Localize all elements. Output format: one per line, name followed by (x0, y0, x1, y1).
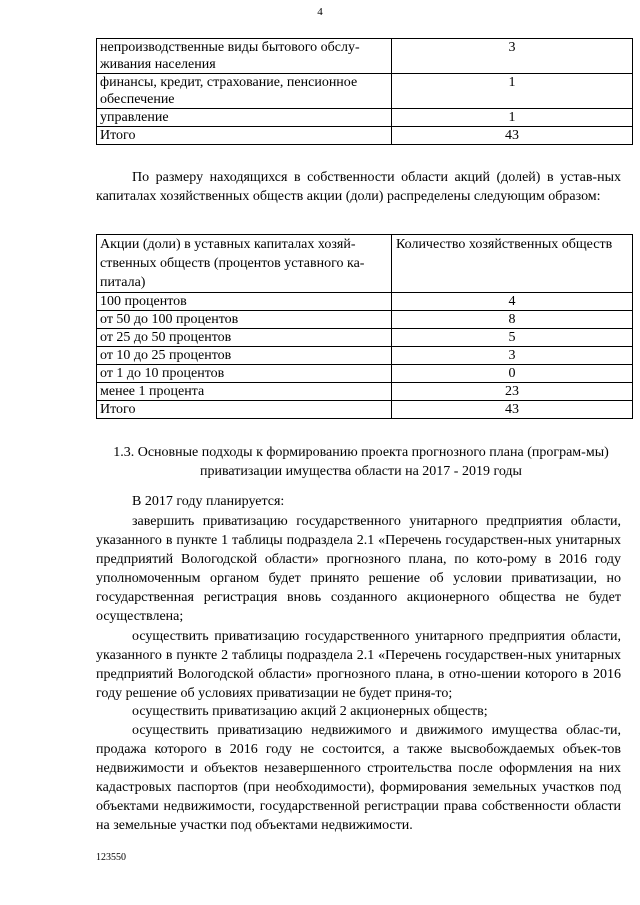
table-row (97, 127, 633, 145)
row-value: 1 (392, 74, 633, 109)
row-value: 43 (392, 401, 633, 419)
table-row (97, 329, 633, 347)
row-label: менее 1 процента (97, 383, 392, 401)
plan-item-1 (96, 512, 621, 626)
intro-text: По размеру находящихся в собственности области акций (долей) в устав-ных капиталах хозяйственных обществ акции (доли) распределены следующим образом: (96, 170, 621, 204)
table-row (97, 401, 633, 419)
row-label: финансы, кредит, страхование, пенсионное обеспечение (97, 74, 392, 109)
row-value: 23 (392, 383, 633, 401)
plan-intro (96, 492, 621, 511)
table-row (97, 347, 633, 365)
plan-item-3 (96, 702, 621, 721)
section-heading: 1.3. Основные подходы к формированию проекта прогнозного плана (програм-мы) приватизации имущества области на 2017 - 2019 годы (113, 445, 609, 479)
table-row (97, 109, 633, 127)
plan-item-2 (96, 627, 621, 703)
row-value: 8 (392, 311, 633, 329)
plan-item-text: осуществить приватизацию государственного унитарного предприятия области, указанного в пункте 2 таблицы подраздела 2.1 «Перечень государствен-ных унитарных предприятий Вологодской области» прогнозного плана, в отно-шении которого в 2016 году решение об условиях приватизации не будет приня-то; (96, 629, 621, 701)
plan-item-4 (96, 721, 621, 835)
row-value: 43 (392, 127, 633, 145)
plan-item-text: осуществить приватизацию недвижимого и движимого имущества облас-ти, продажа которого в 2016 году не состоится, а также высвобождаемых объек-тов недвижимости и объектов незавершенного строительства после оформления на них кадастровых паспортов (при необходимости), формирования земельных участков под объектами недвижимости, государственной регистрации права собственности области на земельные участки под объектами недвижимости. (96, 723, 621, 833)
shares-table (96, 234, 633, 419)
table-row (97, 383, 633, 401)
row-value: 0 (392, 365, 633, 383)
row-value: 1 (392, 109, 633, 127)
row-label: от 10 до 25 процентов (97, 347, 392, 365)
row-value: 3 (392, 347, 633, 365)
row-label: непроизводственные виды бытового обслу-живания населения (97, 39, 392, 74)
row-value: 4 (392, 293, 633, 311)
table-header (97, 235, 633, 293)
intro-paragraph (96, 168, 621, 206)
table-row (97, 293, 633, 311)
industry-table (96, 38, 633, 145)
row-label: управление (97, 109, 392, 127)
page-number: 4 (317, 6, 323, 18)
plan-item-text: завершить приватизацию государственного унитарного предприятия области, указанного в пункте 1 таблицы подраздела 2.1 «Перечень государствен-ных унитарных предприятий Вологодской области» прогнозного плана, по кото-рому в 2016 году уполномоченным органом будет принято решение об условии приватизации, но государственная регистрация вновь созданного акционерного общества не будет осуществлена; (96, 514, 621, 624)
row-value: 5 (392, 329, 633, 347)
row-label: Итого (97, 127, 392, 145)
table-row (97, 365, 633, 383)
header-left: Акции (доли) в уставных капиталах хозяй-ственных обществ (процентов уставного ка-питала) (97, 235, 392, 293)
row-label: 100 процентов (97, 293, 392, 311)
row-value: 3 (392, 39, 633, 74)
header-right: Количество хозяйственных обществ (392, 235, 633, 293)
row-label: от 25 до 50 процентов (97, 329, 392, 347)
document-code: 123550 (96, 852, 126, 863)
row-label: Итого (97, 401, 392, 419)
row-label: от 50 до 100 процентов (97, 311, 392, 329)
plan-intro-text: В 2017 году планируется: (132, 494, 285, 509)
table-row (97, 74, 633, 109)
table-row (97, 311, 633, 329)
table-row (97, 39, 633, 74)
plan-item-text: осуществить приватизацию акций 2 акционерных обществ; (132, 704, 488, 719)
row-label: от 1 до 10 процентов (97, 365, 392, 383)
